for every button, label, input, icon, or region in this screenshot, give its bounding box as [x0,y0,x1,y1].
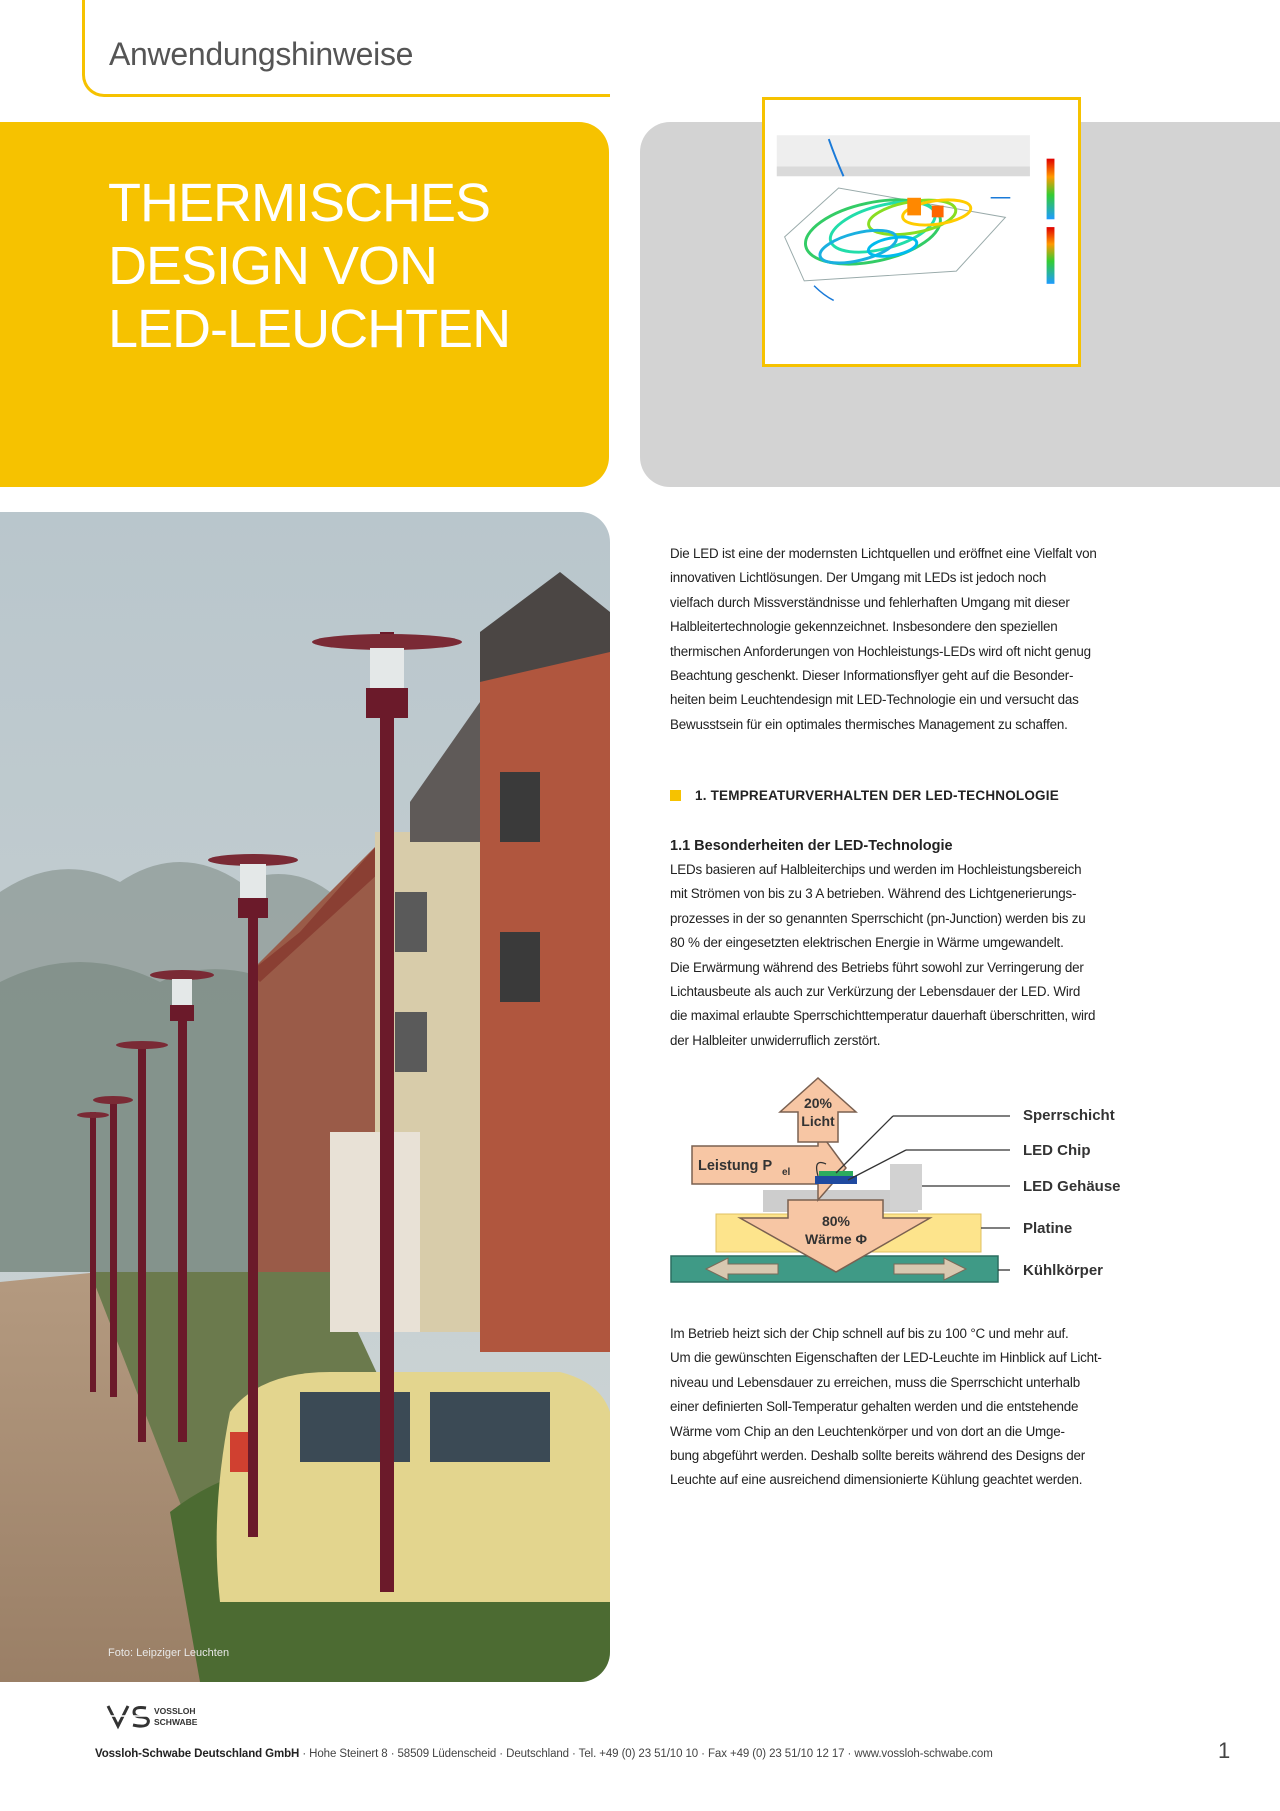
callout-sperrschicht: Sperrschicht [1023,1107,1115,1124]
housing-shape [890,1164,922,1210]
page-number: 1 [1218,1738,1231,1763]
callout-kuehlkoerper: Kühlkörper [1023,1262,1104,1279]
body-line: einer definierten Soll-Temperatur gehalten werden und die entstehende [670,1399,1079,1415]
body-line: LEDs basieren auf Halbleiterchips und werden im Hochleistungsbereich [670,862,1082,877]
callout-platine: Platine [1023,1220,1073,1237]
section-1-1 [670,834,1175,1053]
diagram-light-label: Licht [801,1113,835,1129]
intro-line: Beachtung geschenkt. Dieser Informationsflyer geht auf die Besonder- [670,668,1074,684]
diagram-input-label: Leistung P [698,1158,773,1174]
intro-line: Bewusstsein für ein optimales thermisches Management zu schaffen. [670,716,1068,732]
chip-shape [815,1176,857,1184]
body-line: prozesses in der so genannten Sperrschicht (pn-Junction) werden bis zu [670,910,1086,926]
title-box [0,122,609,487]
intro-line: vielfach durch Missverständnisse und fehlerhaften Umgang mit dieser [670,594,1070,610]
body-line: Um die gewünschten Eigenschaften der LED-Leuchte im Hinblick auf Licht- [670,1350,1102,1366]
header-tab [82,0,610,97]
body-line: niveau und Lebensdauer zu erreichen, muss die Sperrschicht unterhalb [670,1374,1080,1390]
body-line: mit Strömen von bis zu 3 A betrieben. Während des Lichtgenerierungs- [670,886,1077,902]
footer-contact: · Hohe Steinert 8 · 58509 Lüdenscheid · Deutschland · Tel. +49 (0) 23 51/10 10 · Fax +49 (0) 23 51/10 12 17 · www.vossloh-schwabe.com [299,1748,993,1760]
diagram-heat-label: Wärme Φ [804,1231,868,1247]
title-line-3: LED-LEUCHTEN [108,299,511,359]
callout-led-gehaeuse: LED Gehäuse [1023,1178,1121,1195]
intro-line: innovativen Lichtlösungen. Der Umgang mit LEDs ist jedoch noch [670,570,1047,586]
body-line: Im Betrieb heizt sich der Chip schnell auf bis zu 100 °C und mehr auf. [670,1326,1069,1341]
footer-address [95,1748,993,1760]
body-line: bung abgeführt werden. Deshalb sollte bereits während des Designs der [670,1448,1085,1464]
body-line: Die Erwärmung während des Betriebs führt sowohl zur Verringerung der [670,959,1084,975]
body-line: 80 % der eingesetzten elektrischen Energie in Wärme umgewandelt. [670,935,1064,951]
intro-line: Halbleitertechnologie gekennzeichnet. Insbesondere den speziellen [670,619,1058,635]
body-line: die maximal erlaubte Sperrschichttemperatur dauerhaft überschritten, wird [670,1008,1096,1024]
footer-company: Vossloh-Schwabe Deutschland GmbH [95,1748,300,1760]
subsection-heading: 1.1 Besonderheiten der LED-Technologie [670,838,953,854]
body-line: Leuchte auf eine ausreichend dimensionierte Kühlung geachtet werden. [670,1472,1083,1488]
company-logo [106,1702,216,1730]
diagram-heat-percent: 80% [821,1213,851,1229]
title-line-1: THERMISCHES [108,173,491,233]
junction-shape [819,1171,853,1176]
section-heading-text: 1. TEMPREATURVERHALTEN DER LED-TECHNOLOGIE [695,788,1059,803]
section-heading [670,788,1180,803]
intro-line: Die LED ist eine der modernsten Lichtquellen und eröffnet eine Vielfalt von [670,546,1097,561]
street-lamp-photo [0,512,610,1682]
photo-caption: Foto: Leipziger Leuchten [108,1647,230,1659]
callout-led-chip: LED Chip [1023,1142,1091,1159]
logo-text-2: SCHWABE [154,1717,198,1727]
title-line-2: DESIGN VON [108,236,438,296]
intro-line: heiten beim Leuchtendesign mit LED-Technologie ein und versucht das [670,692,1079,708]
operation-paragraph [670,1322,1175,1493]
body-line: Wärme vom Chip an den Leuchtenkörper und von dort an die Umge- [670,1423,1065,1439]
header-label: Anwendungshinweise [109,36,414,72]
body-line: Lichtausbeute als auch zur Verkürzung der Lebensdauer der LED. Wird [670,984,1081,1000]
diagram-input-sub: el [782,1167,791,1178]
thermal-simulation-image [762,97,1081,367]
section-bullet-icon [670,790,681,801]
diagram-light-percent: 20% [803,1095,833,1111]
body-line: der Halbleiter unwiderruflich zerstört. [670,1032,881,1048]
intro-paragraph [670,542,1175,737]
led-heat-diagram [668,1072,1138,1294]
intro-line: thermischen Anforderungen von Hochleistungs-LEDs wird oft nicht genug [670,643,1091,659]
logo-text-1: VOSSLOH [154,1706,196,1716]
